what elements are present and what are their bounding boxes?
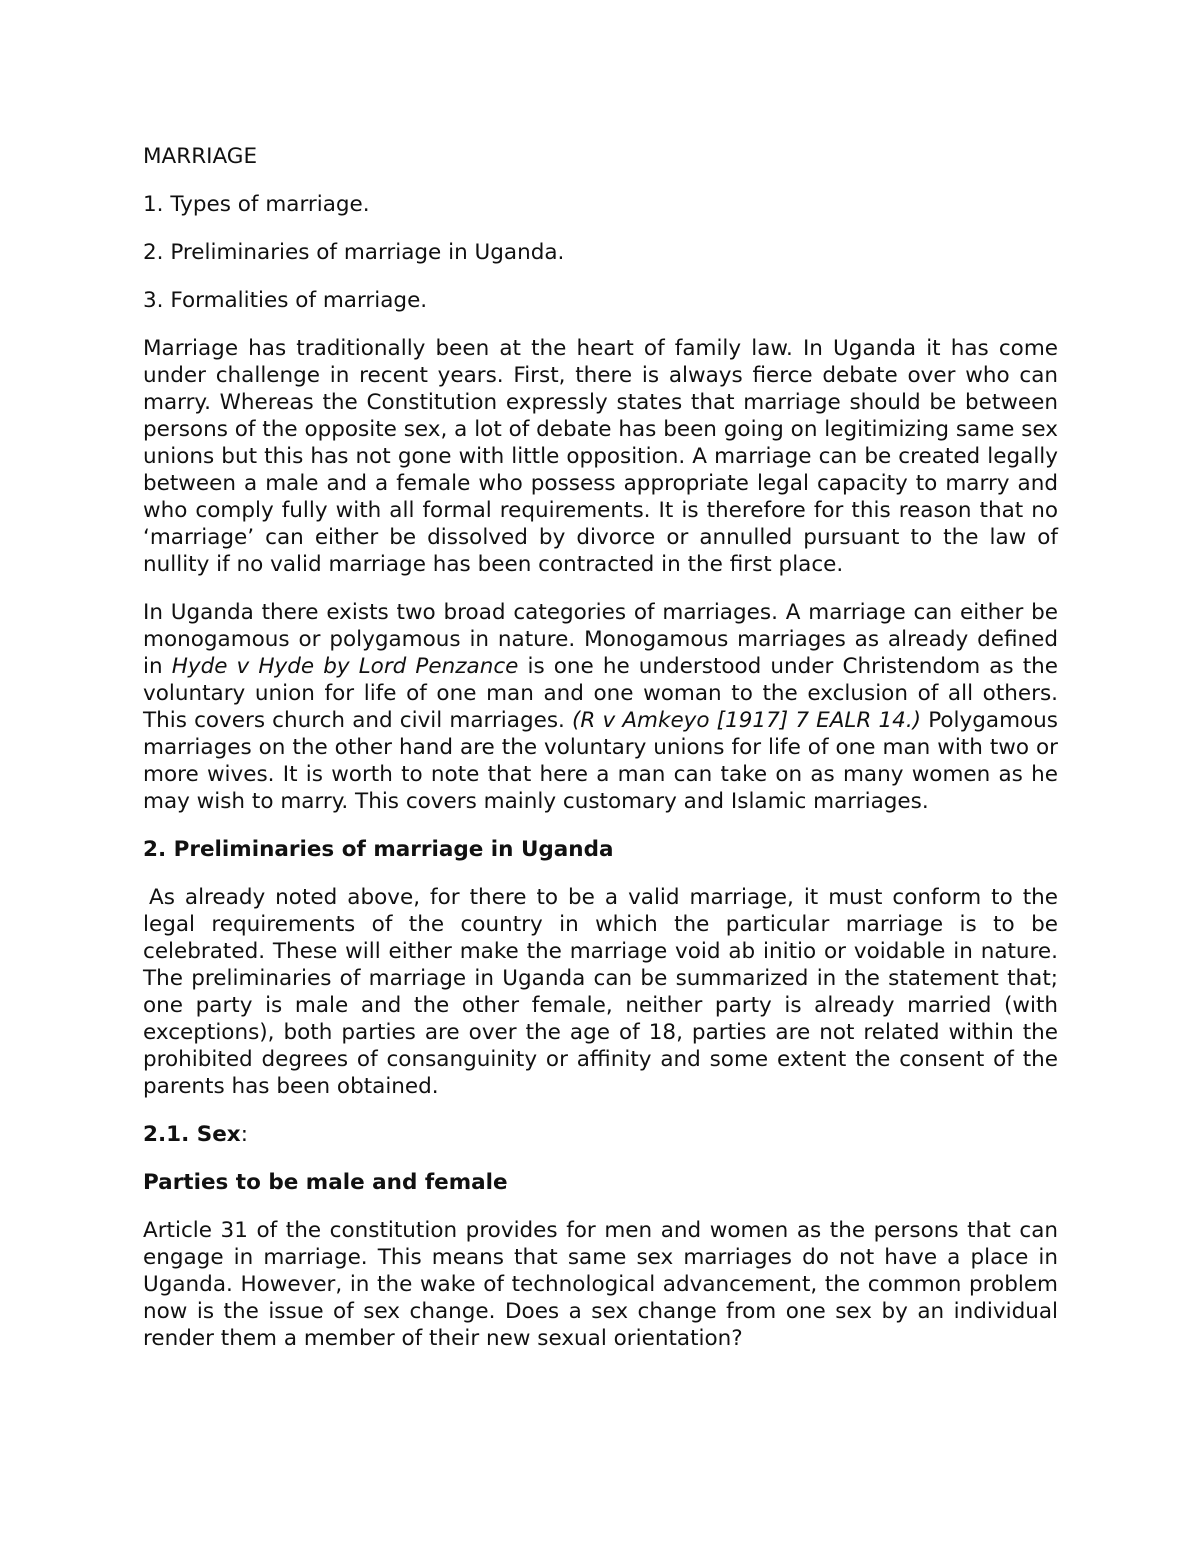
categories-text-3: Polygamous marriages on the other hand are the voluntary unions for life of one man with two or more wives. It is worth to note that here a man can take on as many women as he may wish to marry. This covers mainly customary and Islamic marriages. [143,708,1058,814]
case-citation-amkeyo: (R v Amkeyo [1917] 7 EALR 14.) [572,708,922,733]
section-2-1-heading [143,1121,1058,1148]
section-2-1-heading-colon: : [240,1122,248,1147]
categories-paragraph [143,599,1058,815]
toc-item-1: 1. Types of marriage. [143,192,370,217]
section-2-paragraph: As already noted above, for there to be a valid marriage, it must conform to the legal requirements of the country in which the particular marriage is to be celebrated. These will either make the marriage void ab initio or voidable in nature. The preliminaries of marriage in Uganda can be summarized in the statement that; one party is male and the other female, neither party is already married (with exceptions), both parties are over the age of 18, parties are not related within the prohibited degrees of consanguinity or affinity and some extent the consent of the parents has been obtained. [143,885,1058,1099]
intro-paragraph: Marriage has traditionally been at the heart of family law. In Uganda it has come under challenge in recent years. First, there is always fierce debate over who can marry. Whereas the Constitution expressly states that marriage should be between persons of the opposite sex, a lot of debate has been going on legitimizing same sex unions but this has not gone with little opposition. A marriage can be created legally between a male and a female who possess appropriate legal capacity to marry and who comply fully with all formal requirements. It is therefore for this reason that no ‘marriage’ can either be dissolved by divorce or annulled pursuant to the law of nullity if no valid marriage has been contracted in the first place. [143,336,1058,577]
toc-item-2: 2. Preliminaries of marriage in Uganda. [143,240,565,265]
case-citation-hyde: Hyde v Hyde by Lord Penzance [171,654,519,679]
section-2-heading: 2. Preliminaries of marriage in Uganda [143,837,614,862]
section-2-1-heading-text: 2.1. Sex [143,1122,241,1147]
categories-text-1: In Uganda there exists two broad categories of marriages. A marriage can either be monogamous or polygamous in nature. Monogamous marriages as already defined in [143,600,1058,679]
toc-item-3: 3. Formalities of marriage. [143,288,428,313]
categories-text-2: is one he understood under Christendom as the voluntary union for life of one man and one woman to the exclusion of all others. This covers church and civil marriages. [143,654,1059,733]
document-title: MARRIAGE [143,144,258,169]
article-31-paragraph: Article 31 of the constitution provides for men and women as the persons that can engage in marriage. This means that same sex marriages do not have a place in Uganda. However, in the wake of technological advancement, the common problem now is the issue of sex change. Does a sex change from one sex by an individual render them a member of their new sexual orientation? [143,1218,1058,1351]
document-page [143,143,1058,1352]
subheading-male-female: Parties to be male and female [143,1170,508,1195]
